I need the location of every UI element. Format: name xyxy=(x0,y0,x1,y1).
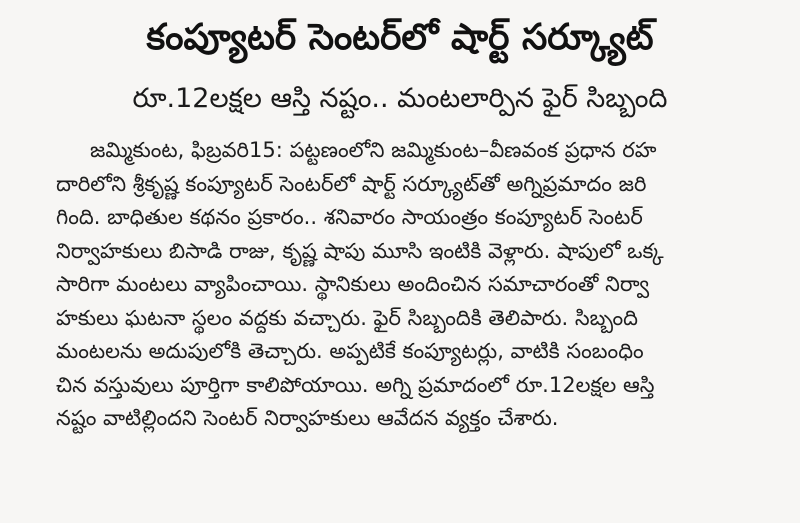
headline: కంప్యూటర్ సెంటర్‌లో షార్ట్ సర్క్యూట్ xyxy=(146,17,654,58)
article-body xyxy=(56,134,781,436)
body-line: చిన వస్తువులు పూర్తిగా కాలిపోయాయి. అగ్ని ప్రమాదంలో రూ.12లక్షల ఆస్తి xyxy=(56,372,655,397)
body-line: జమ్మికుంట, ఫిబ్రవరి15: పట్టణంలోని జమ్మికుంట–వీణవంక ప్రధాన రహ xyxy=(90,138,657,162)
body-line: సారిగా మంటలు వ్యాపించాయి. స్థానికులు అందించిన సమాచారంతో నిర్వా xyxy=(56,272,650,296)
body-line: నష్టం వాటిల్లిందని సెంటర్ నిర్వాహకులు ఆవేదన వ్యక్తం చేశారు. xyxy=(56,406,559,430)
body-line: హకులు ఘటనా స్థలం వద్దకు వచ్చారు. ఫైర్ సిబ్బందికి తెలిపారు. సిబ్బంది xyxy=(56,305,638,330)
body-line: మంటలను అదుపులోకి తెచ్చారు. అప్పటికే కంప్యూటర్లు, వాటికి సంబంధిం xyxy=(56,339,644,363)
body-line: గింది. బాధితుల కథనం ప్రకారం.. శనివారం సాయంత్రం కంప్యూటర్ సెంటర్ xyxy=(56,205,643,229)
body-line: దారిలోని శ్రీకృష్ణ కంప్యూటర్ సెంటర్‌లో షార్ట్ సర్క్యూట్‌తో అగ్నిప్రమాదం జరి xyxy=(56,171,647,196)
body-line: నిర్వాహకులు బిసాడి రాజు, కృష్ణ షాపు మూసి ఇంటికి వెళ్లారు. షాపులో ఒక్క xyxy=(56,238,664,263)
subheadline: రూ.12లక్షల ఆస్తి నష్టం.. మంటలార్పిన ఫైర్ సిబ్బంది xyxy=(132,83,668,114)
